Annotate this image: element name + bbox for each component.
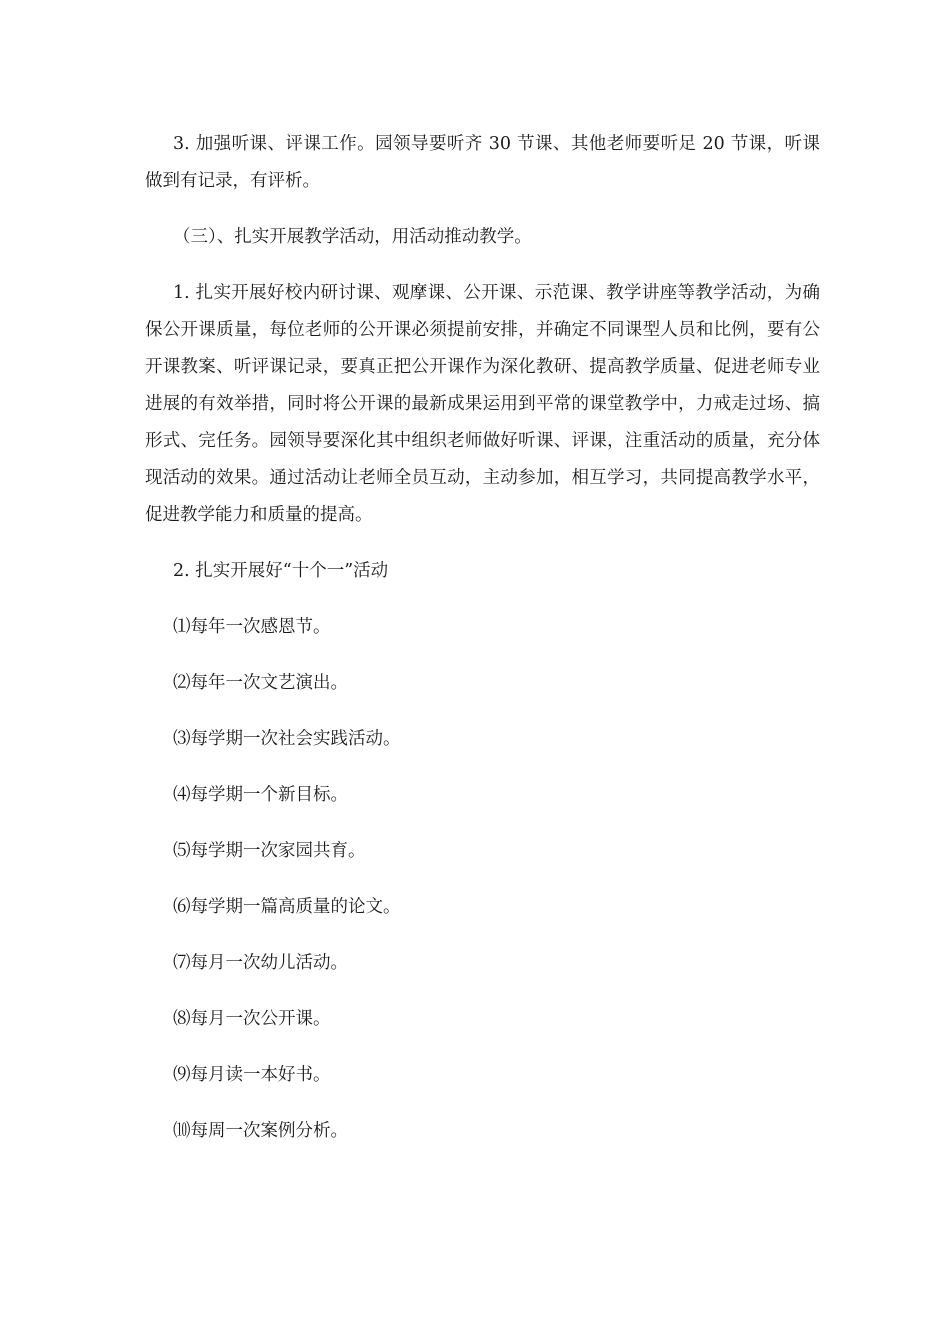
list-item: ⑸每学期一次家园共育。 — [173, 841, 366, 861]
list-item: ⑺每月一次幼儿活动。 — [173, 953, 348, 973]
section-heading-teaching-activities: （三）、扎实开展教学活动，用活动推动教学。 — [173, 227, 532, 247]
list-item: ⑼每月读一本好书。 — [173, 1065, 331, 1085]
paragraph-open-classes: 1. 扎实开展好校内研讨课、观摩课、公开课、示范课、教学讲座等教学活动，为确保公开课质量，每位老师的公开课必须提前安排，并确定不同课型人员和比例，要有公开课教案、听评课记录，要真正把公开课作为深化教研、提高教学质量、促进老师专业进展的有效举措，同时将公开课的最新成果运用到平常的课堂教学中，力戒走过场、搞形式、完任务。园领导要深化其中组织老师做好听课、评课，注重活动的质量，充分体现活动的效果。通过活动让老师全员互动，主动参加，相互学习，共同提高教学水平，促进教学能力和质量的提高。 — [145, 283, 820, 525]
paragraph-ten-ones: 2. 扎实开展好“十个一”活动 — [173, 561, 389, 581]
paragraph-listening-evaluation: 3. 加强听课、评课工作。园领导要听齐 30 节课、其他老师要听足 20 节课，听课做到有记录，有评析。 — [145, 134, 820, 191]
list-item: ⑹每学期一篇高质量的论文。 — [173, 897, 401, 917]
list-item: ⑻每月一次公开课。 — [173, 1009, 331, 1029]
list-item: ⑶每学期一次社会实践活动。 — [173, 729, 401, 749]
document-body — [145, 126, 820, 1150]
list-item: ⑽每周一次案例分析。 — [173, 1121, 348, 1141]
list-item: ⑷每学期一个新目标。 — [173, 785, 348, 805]
list-item: ⑴每年一次感恩节。 — [173, 617, 331, 637]
list-item: ⑵每年一次文艺演出。 — [173, 673, 348, 693]
